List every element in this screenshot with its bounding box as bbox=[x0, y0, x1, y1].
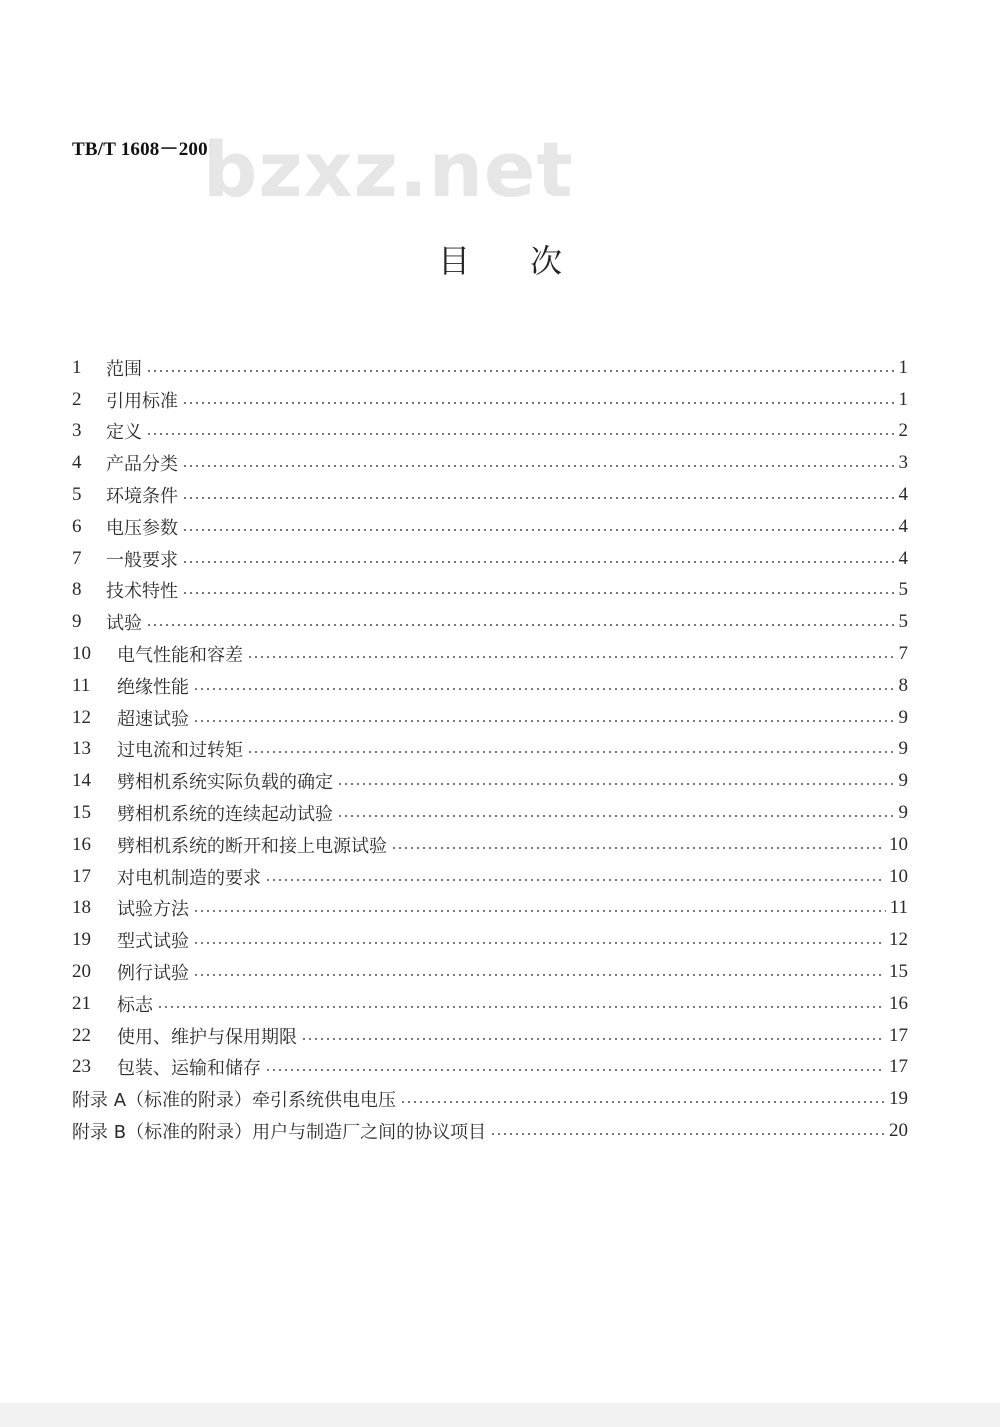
toc-number: 7 bbox=[72, 547, 82, 569]
toc-page-number: 20 bbox=[889, 1120, 908, 1142]
toc-label: 试验方法 bbox=[117, 899, 189, 921]
table-of-contents bbox=[72, 352, 908, 1147]
dot-leader bbox=[193, 910, 886, 912]
toc-number: 12 bbox=[72, 706, 91, 728]
toc-page-number: 17 bbox=[889, 1024, 908, 1046]
toc-page-number: 9 bbox=[898, 770, 908, 792]
toc-number: 23 bbox=[72, 1056, 91, 1078]
dot-leader bbox=[182, 465, 895, 467]
dot-leader bbox=[146, 433, 895, 435]
dot-leader bbox=[391, 847, 885, 849]
toc-title: 目次 bbox=[437, 242, 622, 280]
dot-leader bbox=[247, 751, 895, 753]
dot-leader bbox=[182, 497, 895, 499]
dot-leader bbox=[265, 879, 885, 881]
toc-number: 22 bbox=[72, 1024, 91, 1046]
toc-number: 10 bbox=[72, 643, 91, 665]
toc-label: 绝缘性能 bbox=[117, 676, 189, 698]
toc-label: 一般要求 bbox=[106, 549, 178, 571]
dot-leader bbox=[337, 783, 895, 785]
toc-label: 使用、维护与保用期限 bbox=[117, 1026, 297, 1048]
toc-entry-10[interactable] bbox=[72, 638, 908, 670]
dot-leader bbox=[400, 1101, 885, 1103]
toc-page-number: 1 bbox=[898, 388, 908, 410]
dot-leader bbox=[337, 815, 895, 817]
toc-label: 型式试验 bbox=[117, 931, 189, 953]
toc-entry-18[interactable] bbox=[72, 893, 908, 925]
toc-label: 附录 A（标准的附录）牵引系统供电电压 bbox=[72, 1090, 397, 1112]
toc-entry-20[interactable] bbox=[72, 956, 908, 988]
toc-entry-9[interactable] bbox=[72, 606, 908, 638]
dot-leader bbox=[157, 1006, 885, 1008]
dot-leader bbox=[265, 1069, 885, 1071]
toc-page-number: 4 bbox=[898, 515, 908, 537]
toc-number: 11 bbox=[72, 674, 91, 696]
toc-entry-16[interactable] bbox=[72, 829, 908, 861]
toc-label: 劈相机系统的连续起动试验 bbox=[117, 804, 333, 826]
toc-label: 标志 bbox=[117, 994, 153, 1016]
toc-label: 产品分类 bbox=[106, 454, 178, 476]
toc-number: 8 bbox=[72, 579, 82, 601]
dot-leader bbox=[193, 942, 885, 944]
dot-leader bbox=[301, 1038, 885, 1040]
dot-leader bbox=[247, 656, 895, 658]
toc-page-number: 12 bbox=[889, 929, 908, 951]
toc-label: 附录 B（标准的附录）用户与制造厂之间的协议项目 bbox=[72, 1122, 487, 1144]
toc-label: 超速试验 bbox=[117, 708, 189, 730]
dot-leader bbox=[182, 592, 895, 594]
dot-leader bbox=[193, 974, 885, 976]
toc-entry-12[interactable] bbox=[72, 702, 908, 734]
dot-leader bbox=[182, 529, 895, 531]
toc-number: 18 bbox=[72, 897, 91, 919]
toc-entry-5[interactable] bbox=[72, 479, 908, 511]
toc-page-number: 1 bbox=[898, 356, 908, 378]
dot-leader bbox=[182, 561, 895, 563]
toc-page-number: 16 bbox=[889, 992, 908, 1014]
toc-page-number: 15 bbox=[889, 961, 908, 983]
toc-label: 定义 bbox=[106, 422, 142, 444]
toc-entry-14[interactable] bbox=[72, 765, 908, 797]
toc-entry-appendix-a[interactable] bbox=[72, 1083, 908, 1115]
dot-leader bbox=[146, 370, 895, 372]
toc-entry-2[interactable] bbox=[72, 384, 908, 416]
toc-label: 引用标准 bbox=[106, 390, 178, 412]
toc-entry-13[interactable] bbox=[72, 734, 908, 766]
toc-page-number: 4 bbox=[898, 547, 908, 569]
toc-page-number: 9 bbox=[898, 802, 908, 824]
toc-number: 19 bbox=[72, 929, 91, 951]
toc-entry-17[interactable] bbox=[72, 861, 908, 893]
toc-number: 20 bbox=[72, 961, 91, 983]
toc-page-number: 2 bbox=[898, 420, 908, 442]
toc-page-number: 5 bbox=[898, 611, 908, 633]
toc-label: 劈相机系统的断开和接上电源试验 bbox=[117, 835, 387, 857]
toc-entry-22[interactable] bbox=[72, 1020, 908, 1052]
toc-entry-appendix-b[interactable] bbox=[72, 1115, 908, 1147]
toc-label: 对电机制造的要求 bbox=[117, 867, 261, 889]
toc-page-number: 9 bbox=[898, 706, 908, 728]
toc-label: 范围 bbox=[106, 358, 142, 380]
toc-entry-15[interactable] bbox=[72, 797, 908, 829]
dot-leader bbox=[193, 720, 895, 722]
toc-label: 技术特性 bbox=[106, 581, 178, 603]
toc-number: 2 bbox=[72, 388, 82, 410]
toc-label: 过电流和过转矩 bbox=[117, 740, 243, 762]
toc-entry-11[interactable] bbox=[72, 670, 908, 702]
toc-number: 6 bbox=[72, 515, 82, 537]
toc-entry-4[interactable] bbox=[72, 447, 908, 479]
toc-page-number: 4 bbox=[898, 484, 908, 506]
toc-number: 14 bbox=[72, 770, 91, 792]
toc-page-number: 9 bbox=[898, 738, 908, 760]
toc-label: 包装、运输和储存 bbox=[117, 1058, 261, 1080]
toc-page-number: 10 bbox=[889, 865, 908, 887]
toc-label: 例行试验 bbox=[117, 963, 189, 985]
toc-label: 试验 bbox=[106, 613, 142, 635]
toc-page-number: 8 bbox=[898, 674, 908, 696]
standard-code: TB/T 1608－2001 bbox=[72, 139, 218, 160]
toc-label: 环境条件 bbox=[106, 486, 178, 508]
toc-number: 21 bbox=[72, 992, 91, 1014]
dot-leader bbox=[490, 1133, 885, 1135]
watermark: bzxz.net bbox=[203, 125, 574, 214]
toc-entry-23[interactable] bbox=[72, 1052, 908, 1084]
toc-number: 1 bbox=[72, 356, 82, 378]
toc-page-number: 11 bbox=[889, 897, 908, 919]
toc-page-number: 17 bbox=[889, 1056, 908, 1078]
toc-page-number: 7 bbox=[898, 643, 908, 665]
toc-number: 13 bbox=[72, 738, 91, 760]
toc-entry-21[interactable] bbox=[72, 988, 908, 1020]
toc-number: 9 bbox=[72, 611, 82, 633]
toc-entry-3[interactable] bbox=[72, 416, 908, 448]
toc-number: 16 bbox=[72, 833, 91, 855]
toc-entry-19[interactable] bbox=[72, 924, 908, 956]
page-bottom-edge bbox=[0, 1403, 1000, 1427]
toc-page-number: 3 bbox=[898, 452, 908, 474]
toc-label: 电气性能和容差 bbox=[117, 645, 243, 667]
toc-number: 3 bbox=[72, 420, 82, 442]
toc-number: 15 bbox=[72, 802, 91, 824]
toc-number: 4 bbox=[72, 452, 82, 474]
toc-entry-6[interactable] bbox=[72, 511, 908, 543]
toc-entry-7[interactable] bbox=[72, 543, 908, 575]
toc-label: 电压参数 bbox=[106, 517, 178, 539]
toc-entry-1[interactable] bbox=[72, 352, 908, 384]
toc-label: 劈相机系统实际负载的确定 bbox=[117, 772, 333, 794]
dot-leader bbox=[182, 402, 895, 404]
toc-page-number: 10 bbox=[889, 833, 908, 855]
toc-page-number: 19 bbox=[889, 1088, 908, 1110]
toc-entry-8[interactable] bbox=[72, 575, 908, 607]
toc-number: 17 bbox=[72, 865, 91, 887]
toc-number: 5 bbox=[72, 484, 82, 506]
toc-page-number: 5 bbox=[898, 579, 908, 601]
dot-leader bbox=[193, 688, 895, 690]
dot-leader bbox=[146, 624, 895, 626]
